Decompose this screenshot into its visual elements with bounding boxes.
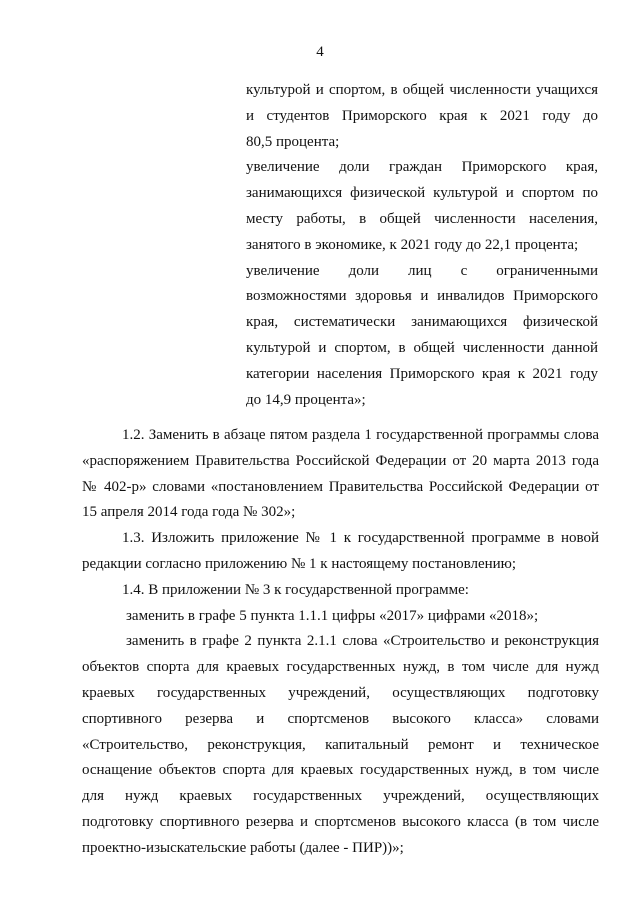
text-line: краевых государственных учреждений, осуществляющих подготовку	[82, 684, 599, 701]
text-line: возможностями здоровья и инвалидов Приморского	[246, 288, 598, 305]
text-line: культурой и спортом, в общей численности данной	[246, 339, 598, 356]
text-line: № 402-р» словами «постановлением Правительства Российской Федерации от	[82, 478, 599, 495]
text-line: увеличение доли лиц с ограниченными	[246, 262, 598, 279]
amendment-text	[82, 423, 599, 862]
paragraph-1-2: 1.2. Заменить в абзаце пятом раздела 1 государственной программы слова	[122, 427, 599, 443]
paragraph-1-3: 1.3. Изложить приложение № 1 к государственной программе в новой	[122, 530, 599, 547]
text-line: месту работы, в общей численности населения,	[246, 210, 598, 227]
text-line: проектно-изыскательские работы (далее - ПИР))»;	[82, 839, 404, 856]
quoted-targets-block	[246, 78, 598, 413]
text-line: занимающихся физической культурой и спортом по	[246, 185, 598, 202]
text-line: категории населения Приморского края к 2021 году	[246, 365, 598, 382]
text-line: края, систематически занимающихся физической	[246, 314, 598, 331]
text-line: 80,5 процента;	[246, 133, 340, 150]
paragraph-1-4: 1.4. В приложении № 3 к государственной программе:	[122, 581, 469, 598]
text-line: «распоряжением Правительства Российской Федерации от 20 марта 2013 года	[82, 452, 599, 469]
text-line: 15 апреля 2014 года года № 302»;	[82, 504, 296, 521]
text-line: объектов спорта для краевых государственных нужд, в том числе для нужд	[82, 659, 599, 676]
text-line: редакции согласно приложению № 1 к настоящему постановлению;	[82, 555, 517, 572]
text-line: для нужд краевых государственных учреждений, осуществляющих	[82, 788, 599, 805]
text-line: заменить в графе 2 пункта 2.1.1 слова «Строительство и реконструкция	[126, 633, 599, 650]
text-line: до 14,9 процента»;	[246, 391, 366, 408]
text-line: и студентов Приморского края к 2021 году до	[246, 107, 598, 124]
text-line: «Строительство, реконструкция, капитальный ремонт и техническое	[82, 736, 599, 753]
text-line: оснащение объектов спорта для краевых государственных нужд, в том числе	[82, 762, 599, 779]
text-line: подготовку спортивного резерва и спортсменов высокого класса (в том числе	[82, 813, 599, 830]
text-line: культурой и спортом, в общей численности учащихся	[246, 82, 598, 98]
text-line: спортивного резерва и спортсменов высокого класса» словами	[82, 710, 599, 727]
text-line: занятого в экономике, к 2021 году до 22,1 процента;	[246, 236, 579, 253]
page-number: 4	[316, 44, 324, 60]
text-line: увеличение доли граждан Приморского края,	[246, 159, 598, 176]
text-line: заменить в графе 5 пункта 1.1.1 цифры «2017» цифрами «2018»;	[126, 607, 539, 624]
